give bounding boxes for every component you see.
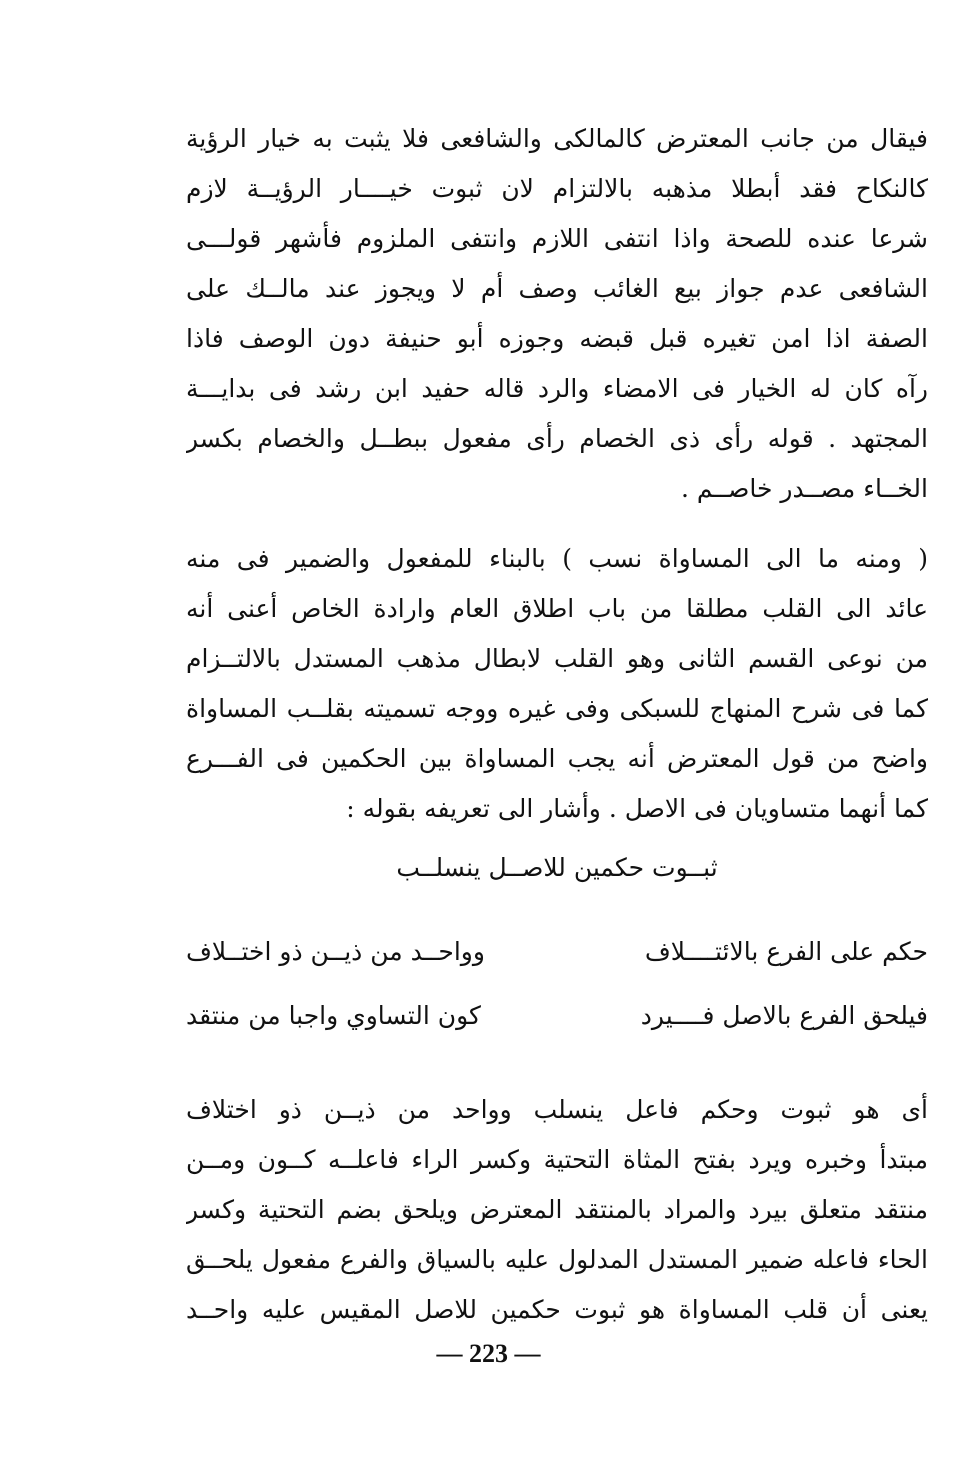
paragraph-1 xyxy=(186,114,928,514)
text-line: يعنى أن قلب المساواة هو ثبوت حكمين للاصل المقيس عليه واحــد xyxy=(186,1295,928,1324)
paragraph-3 xyxy=(186,1085,928,1335)
verse-line xyxy=(186,927,928,977)
text-line: الصفة اذا امن تغيره قبل قبضه وجوزه أبو حنيفة دون الوصف فاذا xyxy=(186,324,928,353)
text-line: الحاء فاعله ضمير المستدل المدلول عليه بالسياق والفرع مفعول يلحــق xyxy=(186,1245,928,1274)
verse-first-hemistich: حكم على الفرع بالائتــــلاف xyxy=(644,937,928,966)
text-line: رآه كان له الخيار فى الامضاء والرد قاله حفيد ابن رشد فى بدايـــة xyxy=(186,374,928,403)
text-line: كما أنهما متساويان فى الاصل . وأشار الى تعريفه بقوله : xyxy=(346,794,928,823)
text-line: شرعا عنده للصحة واذا انتفى اللازم وانتفى الملزوم فأشهر قولـــى xyxy=(186,224,928,253)
verse-second-hemistich: وواحــد من ذيــن ذو اختــلاف xyxy=(186,937,485,966)
text-line: كالنكاح فقد أبطلا مذهبه بالالتزام لان ثبوت خيــــار الرؤيــة لازم xyxy=(186,174,928,203)
verse-line xyxy=(186,991,928,1041)
page-number: — 223 — xyxy=(436,1339,541,1368)
verse-second-hemistich: كون التساوي واجبا من منتقد xyxy=(186,1001,481,1030)
text-line: أى هو ثبوت وحكم فاعل ينسلب وواحد من ذيــن ذو اختلاف xyxy=(186,1095,928,1124)
text-line: الخــاء مصــدر خاصــم . xyxy=(680,474,928,503)
text-line: كما فى شرح المنهاج للسبكى وفى غيره ووجه تسميته بقلــب المساواة xyxy=(186,694,928,723)
text-line: من نوعى القسم الثانى وهو القلب لابطال مذهب المستدل بالالتــزام xyxy=(186,644,928,673)
text-line: واضح من قول المعترض أنه يجب المساواة بين الحكمين فى الفـــرع xyxy=(186,744,928,773)
text-line: فيقال من جانب المعترض كالمالكى والشافعى فلا يثبت به خيار الرؤية xyxy=(186,124,928,153)
text-line: مبتدأ وخبره ويرد بفتح المثاة التحتية وكسر الراء فاعلــه كــون ومــن xyxy=(186,1145,928,1174)
text-line: منتقد متعلق بيرد والمراد بالمنتقد المعترض ويلحق بضم التحتية وكسر xyxy=(186,1195,928,1224)
text-line: المجتهد . قوله رأى ذى الخصام رأى مفعول ببطــل والخصام بكسر xyxy=(186,424,928,453)
text-line: الشافعى عدم جواز بيع الغائب وصف أم لا ويجوز عند مالــك على xyxy=(186,274,928,303)
verse-first-hemistich: فيلحق الفرع بالاصل فــــيرد xyxy=(640,1001,928,1030)
verse-title: ثبــوت حكمين للاصــل ينسلــب xyxy=(396,853,718,882)
text-line: ( ومنه ما الى المساواة نسب ) بالبناء للمفعول والضمير فى منه xyxy=(186,544,928,573)
text-line: عائد الى القلب مطلقا من باب اطلاق العام وارادة الخاص أعنى أنه xyxy=(186,594,928,623)
paragraph-2 xyxy=(186,534,928,834)
